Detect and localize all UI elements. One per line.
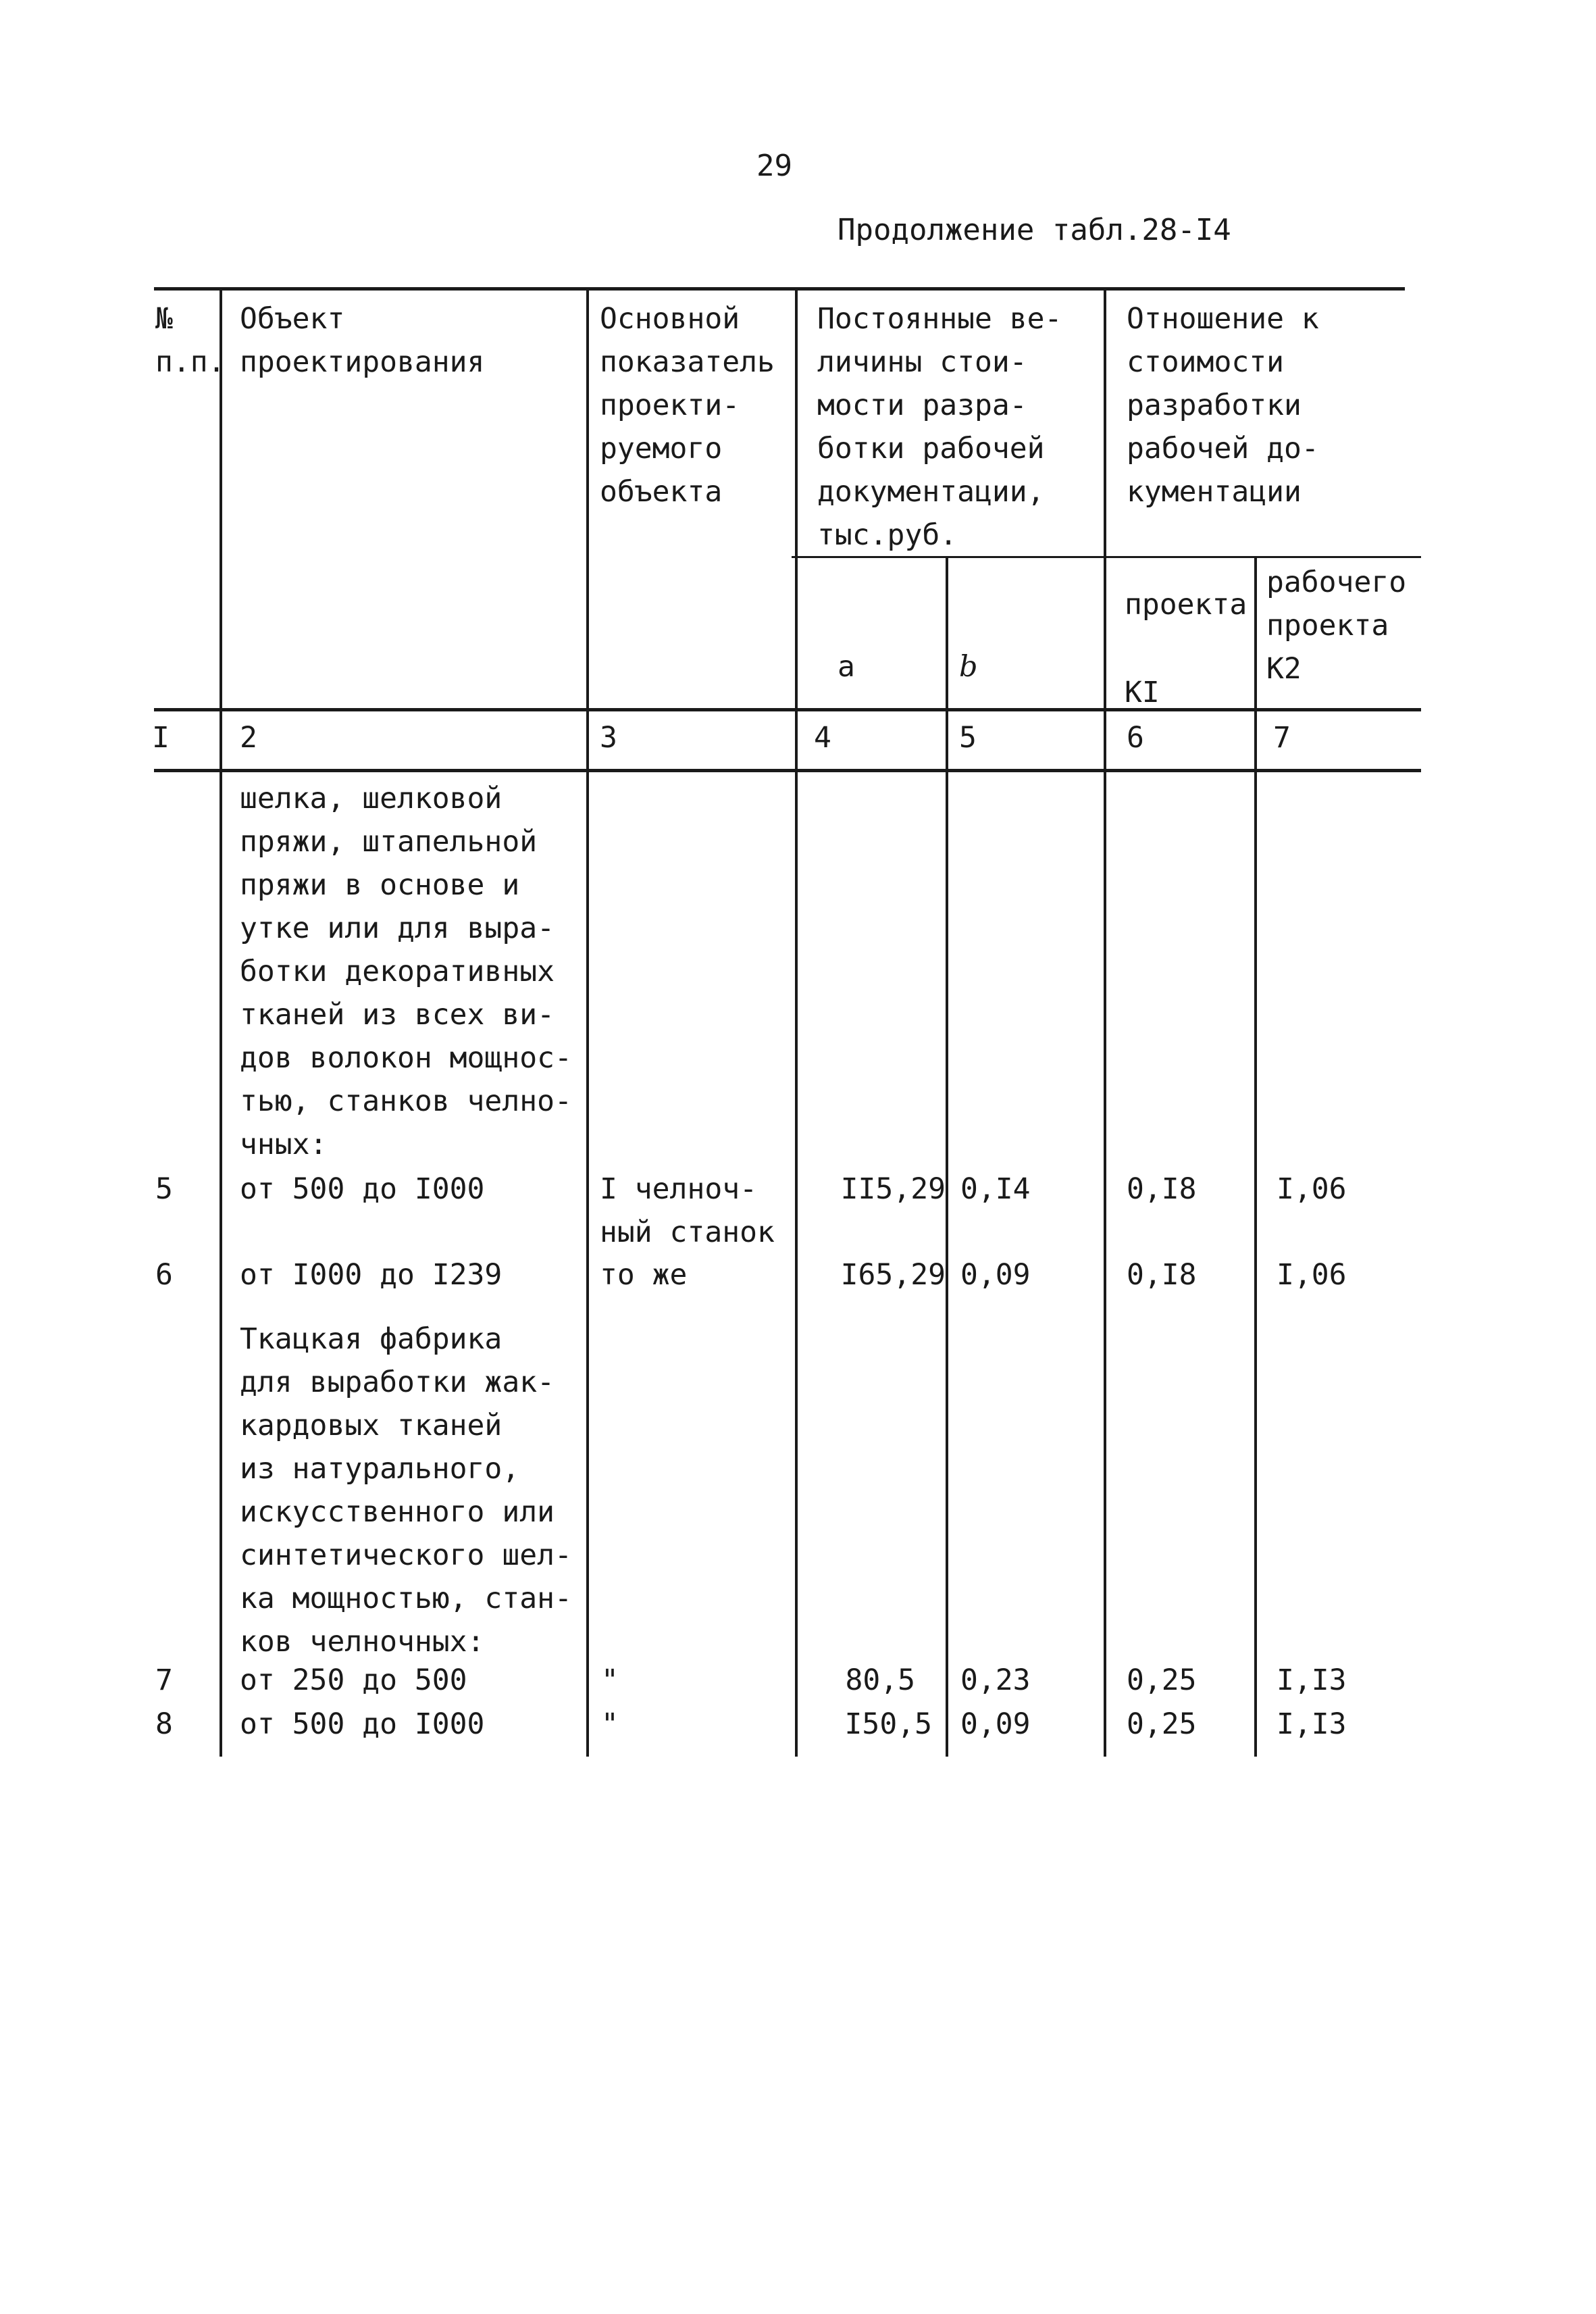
col-number-2: 2 (240, 721, 257, 755)
col-number-6: 6 (1127, 721, 1144, 755)
header-a: а (838, 650, 855, 684)
col-divider-1 (220, 287, 222, 1757)
col-number-3: 3 (600, 721, 617, 755)
table-row-7-no: 7 (155, 1663, 173, 1697)
col-divider-6 (1254, 556, 1257, 1757)
table-row-6-k2: I,06 (1277, 1258, 1347, 1292)
table-row-8-no: 8 (155, 1707, 173, 1741)
table-row-8-object: от 500 до I000 (240, 1707, 485, 1741)
col-divider-5 (1104, 287, 1106, 1757)
table-row-8-a: I50,5 (844, 1707, 932, 1741)
col-number-5: 5 (959, 721, 977, 755)
col-divider-4 (946, 556, 948, 1757)
header-k2: рабочего проекта K2 (1266, 565, 1407, 686)
top-rule (154, 287, 1405, 291)
table-row-6-k1: 0,I8 (1127, 1258, 1197, 1292)
table-row-6-object: от I000 до I239 (240, 1258, 503, 1292)
col-number-7: 7 (1273, 721, 1291, 755)
table-row-5-no: 5 (155, 1172, 173, 1206)
table-row-6-indicator: то же (600, 1258, 688, 1292)
col-divider-2 (586, 287, 589, 1757)
table-row-7-indicator: " (601, 1663, 619, 1697)
table-row-5-k2: I,06 (1277, 1172, 1347, 1206)
group1-description: шелка, шелковой пряжи, штапельной пряжи в основе и утке или для выра- ботки декоративных тканей из всех ви- дов волокон мощнос- тью, станков челно- чных: (240, 782, 572, 1161)
col-number-1: I (152, 721, 170, 755)
group2-description: Ткацкая фабрика для выработки жак- кардовых тканей из натурального, искусственного или синтетического шел- ка мощностью, стан- ков челночных: (240, 1322, 572, 1659)
table-caption: Продолжение табл.28-I4 (838, 213, 1231, 247)
column-numbers-rule (154, 769, 1421, 772)
header-k1: проекта KI (1125, 588, 1247, 709)
table-row-6-no: 6 (155, 1258, 173, 1292)
table-row-8-indicator: " (601, 1707, 619, 1741)
header-b: b (959, 650, 978, 684)
table-row-5-object: от 500 до I000 (240, 1172, 485, 1206)
table-row-5-k1: 0,I8 (1127, 1172, 1197, 1206)
table-row-6-b: 0,09 (960, 1258, 1031, 1292)
table-row-7-k2: I,I3 (1277, 1663, 1347, 1697)
col-divider-3 (795, 287, 798, 1757)
table-row-5-indicator: I челноч- ный станок (600, 1172, 775, 1249)
table-row-8-k2: I,I3 (1277, 1707, 1347, 1741)
header-object: Объект проектирования (240, 302, 485, 379)
table-row-7-k1: 0,25 (1127, 1663, 1197, 1697)
page-number: 29 (756, 149, 792, 183)
header-main-indicator: Основной показатель проекти- руемого объекта (600, 302, 775, 509)
table-row-5-a: II5,29 (840, 1172, 946, 1206)
table-row-8-k1: 0,25 (1127, 1707, 1197, 1741)
table-row-5-b: 0,I4 (960, 1172, 1031, 1206)
table-row-8-b: 0,09 (960, 1707, 1031, 1741)
subheader-rule-k (1104, 556, 1421, 558)
table-row-7-b: 0,23 (960, 1663, 1031, 1697)
col-number-4: 4 (814, 721, 831, 755)
header-ratio: Отношение к стоимости разработки рабочей до- кументации (1127, 302, 1319, 509)
table-row-6-a: I65,29 (840, 1258, 946, 1292)
table-row-7-a: 80,5 (845, 1663, 915, 1697)
table-row-7-object: от 250 до 500 (240, 1663, 467, 1697)
header-row-number: № п.п. (155, 302, 226, 379)
header-constant-values: Постоянные ве- личины стои- мости разра- ботки рабочей документации, тыс.руб. (817, 302, 1062, 552)
